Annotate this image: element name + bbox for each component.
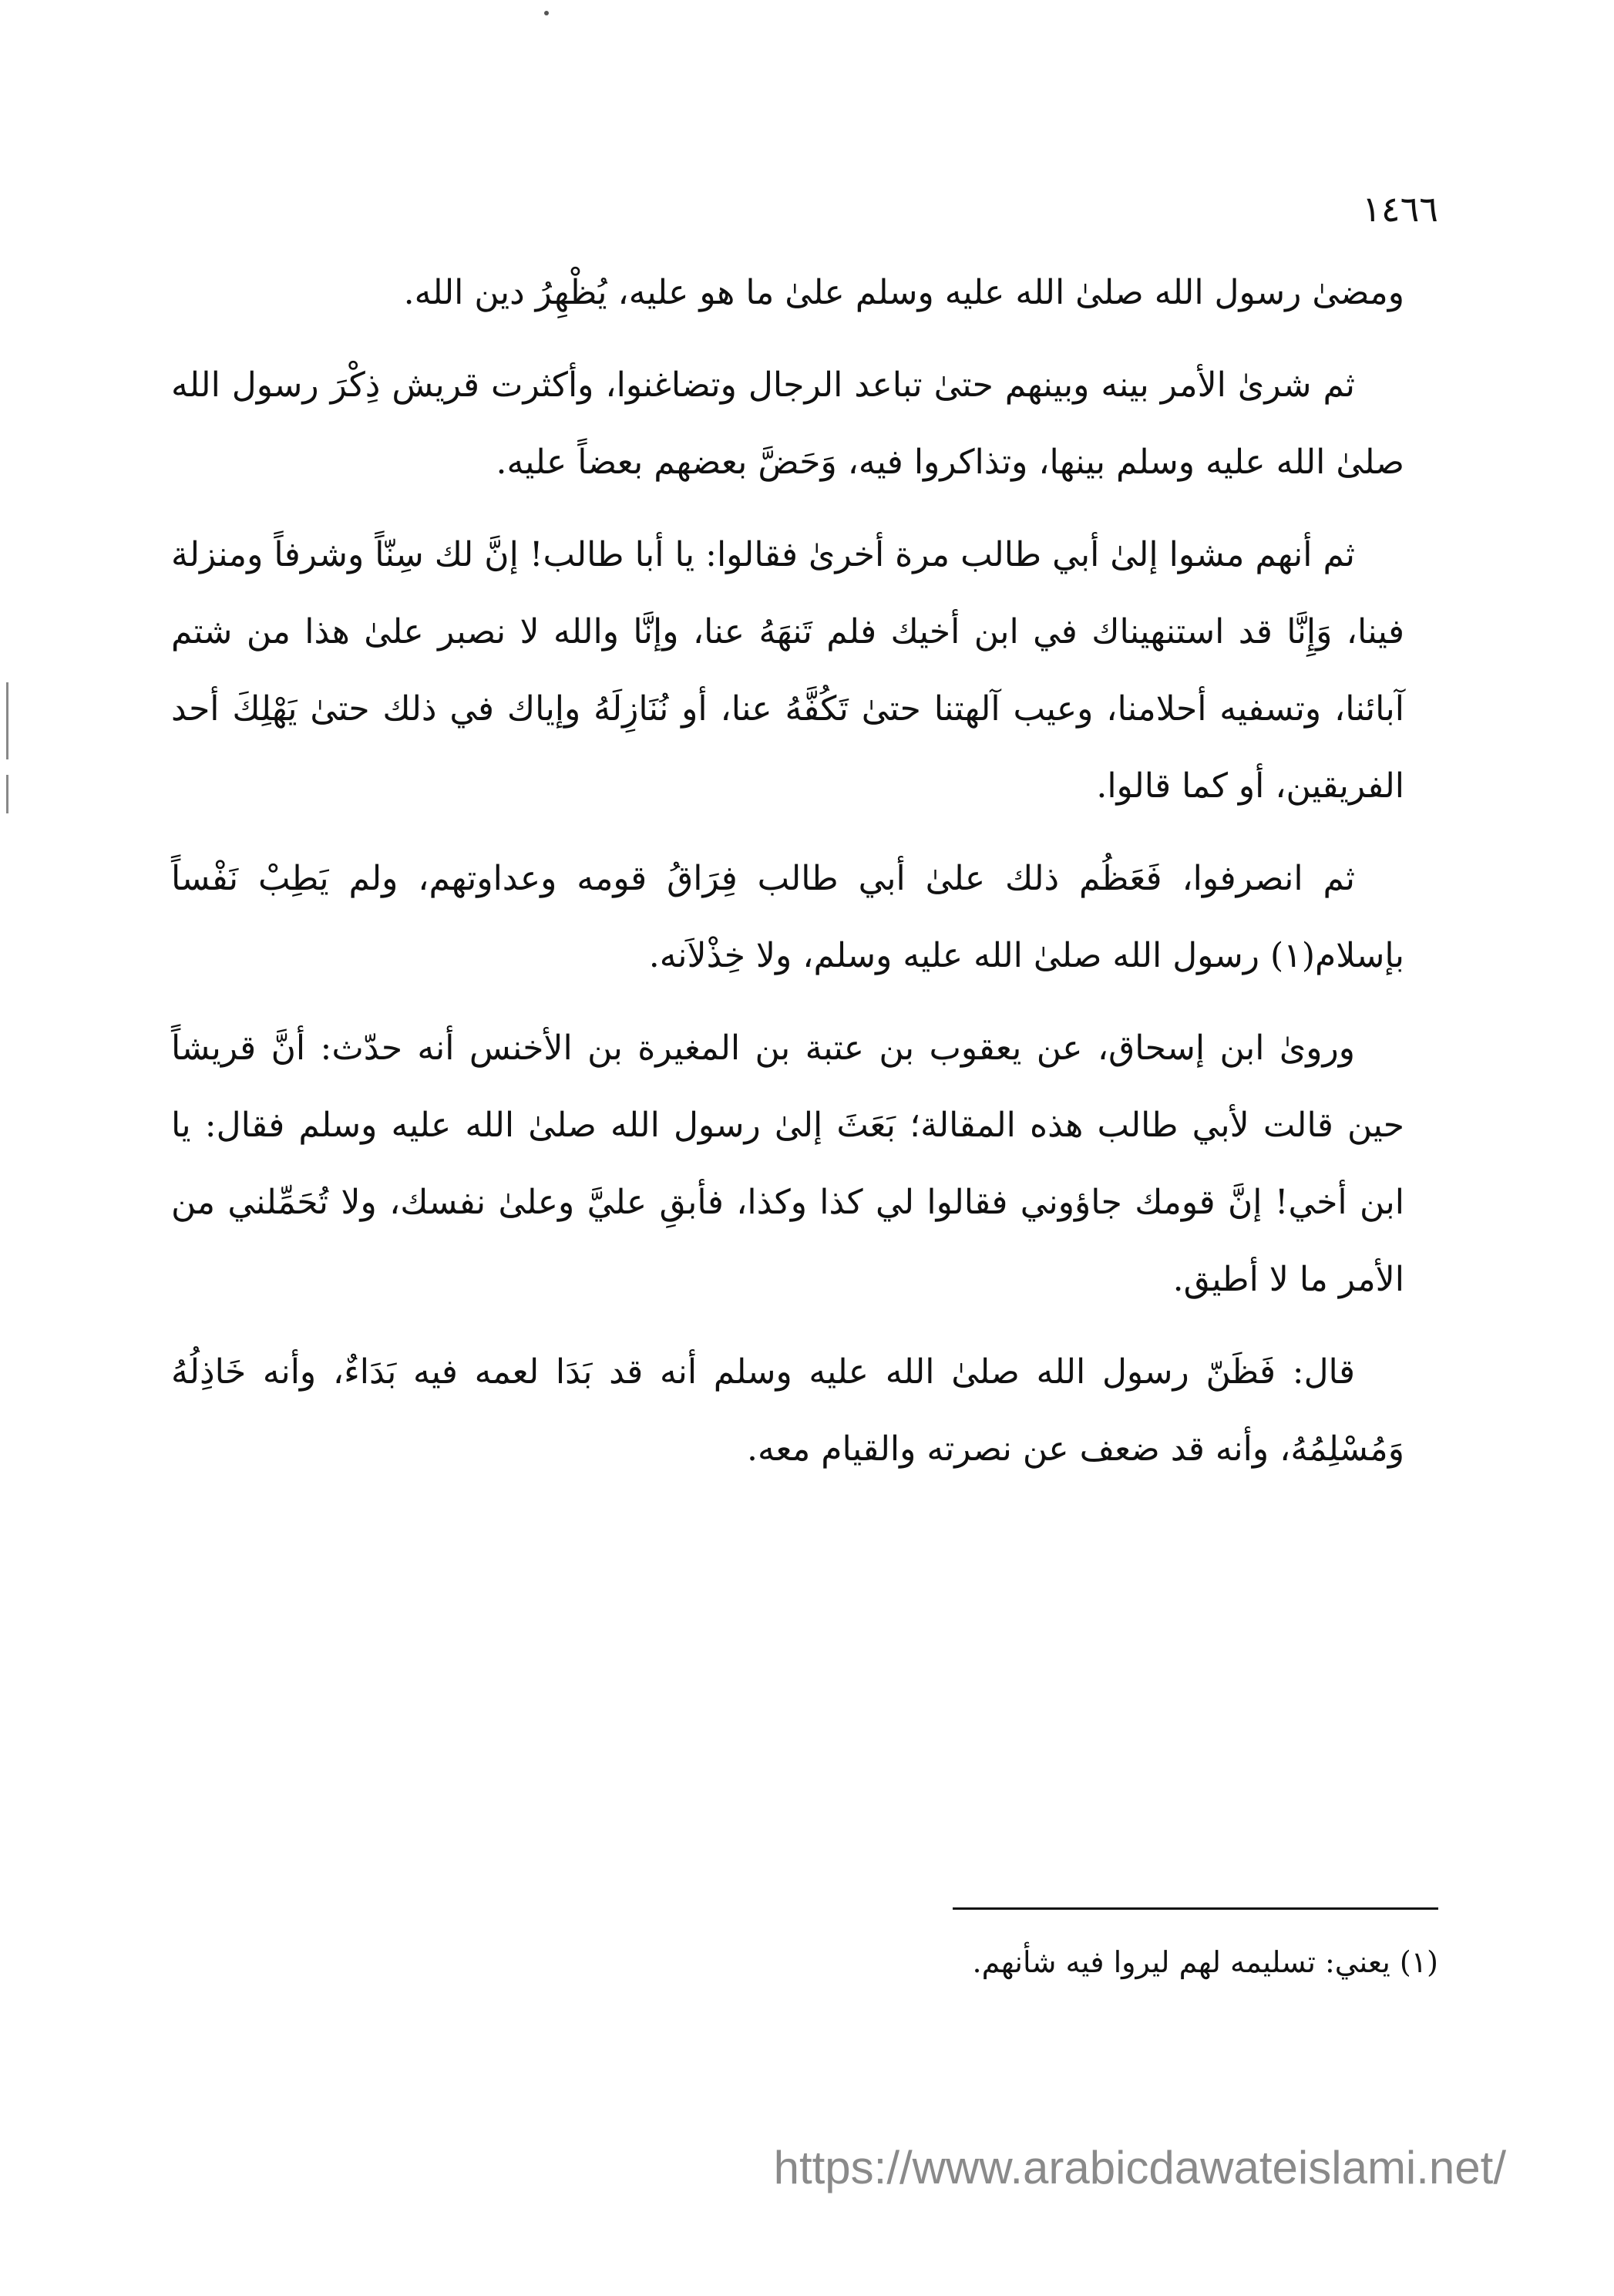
- footnote-divider: [953, 1907, 1438, 1910]
- scan-margin-mark: [6, 682, 8, 759]
- paragraph: وروىٰ ابن إسحاق، عن يعقوب بن عتبة بن المغيرة بن الأخنس أنه حدّث: أنَّ قريشاً حين قالت لأبي طالب هذه المقالة؛ بَعَثَ إلىٰ رسول الله صلىٰ الله عليه وسلم فقال: يا ابن أخي! إنَّ قومك جاؤوني فقالوا لي كذا وكذا، فأبقِ عليَّ وعلىٰ نفسك، ولا تُحَمِّلني من الأمر ما لا أطيق.: [171, 1028, 1404, 1299]
- body-text: [171, 254, 1404, 1503]
- paragraph: ثم انصرفوا، فَعَظُم ذلك علىٰ أبي طالب فِرَاقُ قومه وعداوتهم، ولم يَطِبْ نَفْساً بإسلام(١) رسول الله صلىٰ الله عليه وسلم، ولا خِذْلاَنه.: [171, 859, 1404, 975]
- footnote: (١) يعني: تسليمه لهم ليروا فيه شأنهم.: [972, 1945, 1438, 1979]
- paragraph: ثم أنهم مشوا إلىٰ أبي طالب مرة أخرىٰ فقالوا: يا أبا طالب! إنَّ لك سِنّاً وشرفاً ومنزلة فينا، وَإِنَّا قد استنهيناك في ابن أخيك فلم تَنهَهُ عنا، وإنَّا والله لا نصبر علىٰ هذا من شتم آبائنا، وتسفيه أحلامنا، وعيب آلهتنا حتىٰ تَكُفَّهُ عنا، أو نُنَازِلَهُ وإياك في ذلك حتىٰ يَهْلِكَ أحد الفريقين، أو كما قالوا.: [171, 535, 1404, 806]
- scan-margin-mark: [6, 775, 8, 813]
- source-url-watermark: https://www.arabicdawateislami.net/: [773, 2142, 1506, 2193]
- paragraph: قال: فَظَنّ رسول الله صلىٰ الله عليه وسلم أنه قد بَدَا لعمه فيه بَدَاءٌ، وأنه خَاذِلُهُ وَمُسْلِمُهُ، وأنه قد ضعف عن نصرته والقيام معه.: [171, 1352, 1404, 1469]
- paragraph: ثم شرىٰ الأمر بينه وبينهم حتىٰ تباعد الرجال وتضاغنوا، وأكثرت قريش ذِكْرَ رسول الله صلىٰ الله عليه وسلم بينها، وتذاكروا فيه، وَحَضَّ بعضهم بعضاً عليه.: [171, 365, 1404, 482]
- scan-speck: [544, 11, 549, 15]
- page-number: ١٤٦٦: [1362, 188, 1438, 230]
- paragraph: ومضىٰ رسول الله صلىٰ الله عليه وسلم علىٰ ما هو عليه، يُظْهِرُ دين الله.: [403, 273, 1404, 312]
